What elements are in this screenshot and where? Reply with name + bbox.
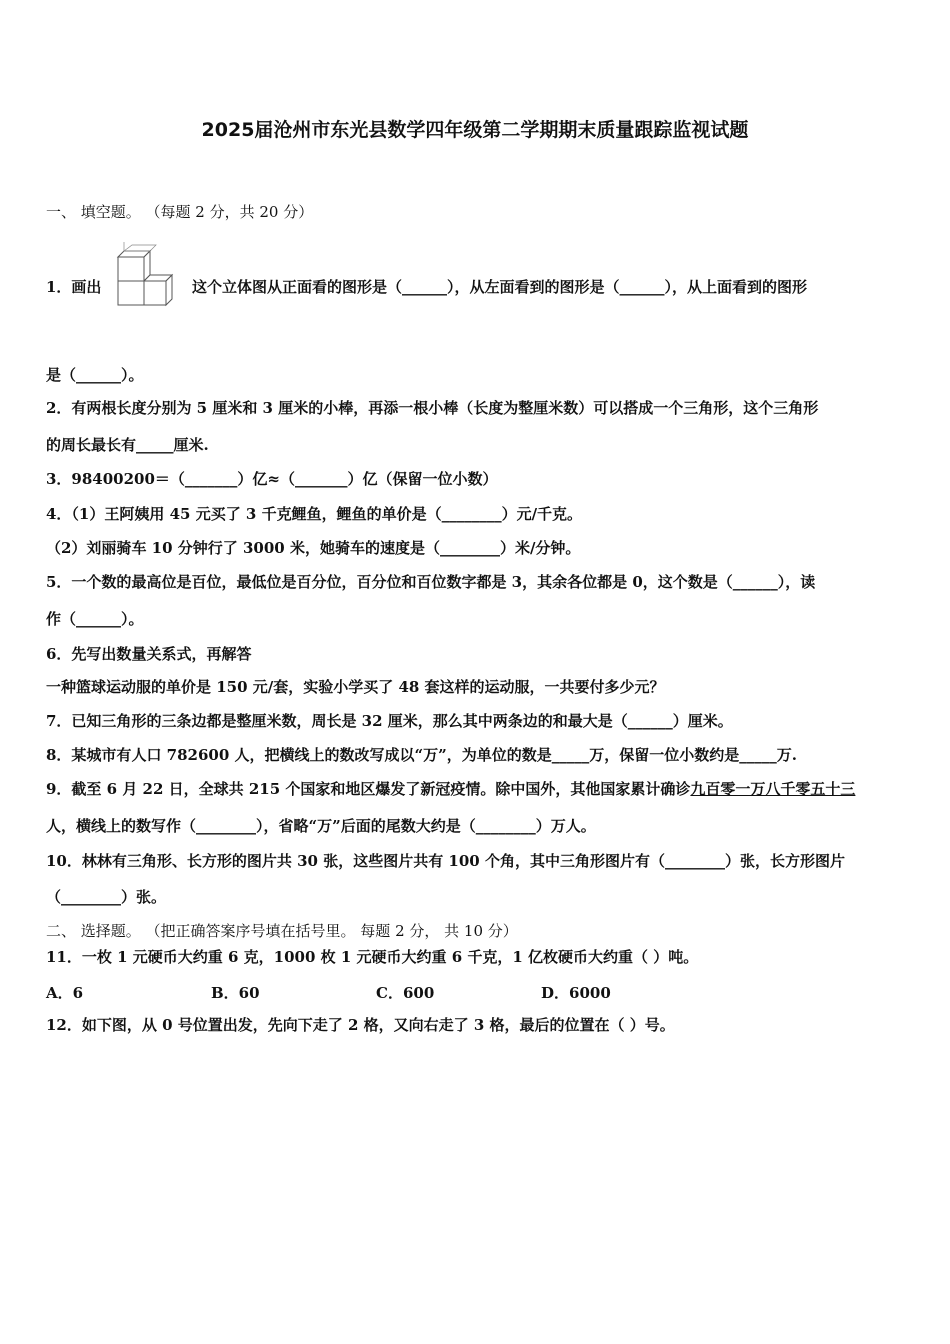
question-9-line-1 xyxy=(46,780,855,798)
question-4-part-2: （2）刘丽骑车 10 分钟行了 3000 米，她骑车的速度是（________）米/分钟。 xyxy=(46,539,581,557)
question-4-part-1: 4．（1）王阿姨用 45 元买了 3 千克鲤鱼，鲤鱼的单价是（________）元/千克。 xyxy=(46,505,583,523)
question-10-line-1: 10．林林有三角形、长方形的图片共 30 张，这些图片共有 100 个角，其中三角形图片有（________）张，长方形图片 xyxy=(46,852,845,870)
question-5-line-2: 作（______）。 xyxy=(46,610,144,628)
question-1-text: 这个立体图从正面看的图形是（______），从左面看到的图形是（______），从上面看到的图形 xyxy=(192,278,808,296)
cube-stack-figure xyxy=(112,240,178,308)
question-12: 12．如下图，从 0 号位置出发，先向下走了 2 格，又向右走了 3 格，最后的位置在（ ）号。 xyxy=(46,1016,675,1034)
question-3: 3．98400200＝（_______）亿≈（_______）亿（保留一位小数） xyxy=(46,470,498,488)
question-6-line-1: 6．先写出数量关系式，再解答 xyxy=(46,645,252,663)
question-1-lead: 1．画出 xyxy=(46,278,102,296)
question-6-line-2: 一种篮球运动服的单价是 150 元/套，实验小学买了 48 套这样的运动服，一共要付多少元？ xyxy=(46,678,665,696)
question-11-option-b[interactable]: B．60 xyxy=(211,984,260,1002)
question-2-line-2: 的周长最长有_____厘米. xyxy=(46,436,209,454)
question-5-line-1: 5．一个数的最高位是百位，最低位是百分位，百分位和百位数字都是 3，其余各位都是 0，这个数是（______），读 xyxy=(46,573,816,591)
question-10-line-2: （________）张。 xyxy=(46,888,167,906)
question-7: 7．已知三角形的三条边都是整厘米数，周长是 32 厘米，那么其中两条边的和最大是（______）厘米。 xyxy=(46,712,733,730)
page-title: 2025届沧州市东光县数学四年级第二学期期末质量跟踪监视试题 xyxy=(201,119,749,141)
section-heading-fill-in: 一、 填空题。 （每题 2 分，共 20 分） xyxy=(46,203,314,221)
question-9-text: 9．截至 6 月 22 日，全球共 215 个国家和地区爆发了新冠疫情。除中国外，其他国家累计确诊 xyxy=(46,780,691,798)
question-1-continued: 是（______）。 xyxy=(46,366,144,384)
question-11-option-a[interactable]: A．6 xyxy=(46,984,84,1002)
question-11-option-d[interactable]: D．6000 xyxy=(541,984,611,1002)
question-2-line-1: 2．有两根长度分别为 5 厘米和 3 厘米的小棒，再添一根小棒（长度为整厘米数）可以搭成一个三角形，这个三角形 xyxy=(46,399,819,417)
section-heading-multiple-choice: 二、 选择题。 （把正确答案序号填在括号里。 每题 2 分， 共 10 分） xyxy=(46,922,518,940)
question-11-option-c[interactable]: C．600 xyxy=(376,984,435,1002)
question-9-underlined-number: 九百零一万八千零五十三 xyxy=(690,780,856,798)
question-11: 11．一枚 1 元硬币大约重 6 克，1000 枚 1 元硬币大约重 6 千克，1 亿枚硬币大约重（ ）吨。 xyxy=(46,948,699,966)
question-9-line-2: 人，横线上的数写作（________），省略“万”后面的尾数大约是（________）万人。 xyxy=(46,817,596,835)
question-8: 8．某城市有人口 782600 人，把横线上的数改写成以“万”，为单位的数是_____万，保留一位小数约是_____万. xyxy=(46,746,797,764)
